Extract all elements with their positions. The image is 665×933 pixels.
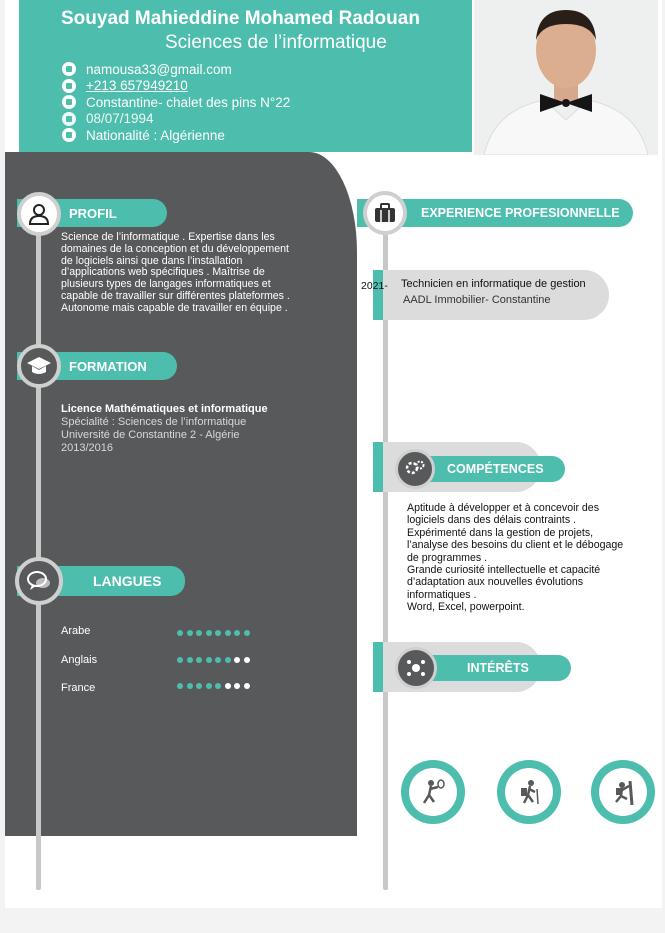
level-dot-filled <box>215 683 221 689</box>
level-dot-filled <box>196 683 202 689</box>
experience-job: Technicien en informatique de gestion <box>401 278 586 290</box>
contact-birthdate: 08/07/1994 <box>62 111 290 128</box>
interets-badge: INTÉRÊTS <box>415 655 571 681</box>
contact-list <box>62 61 290 144</box>
competence-line: Aptitude à développer et à concevoir des <box>407 502 599 514</box>
graduation-cap-icon <box>26 354 52 378</box>
interets-bar <box>373 642 383 692</box>
hobbies-icon <box>404 656 428 680</box>
level-dot-empty <box>234 657 240 663</box>
contact-nationality: Nationalité : Algérienne <box>62 127 290 144</box>
contact-phone[interactable] <box>62 78 290 95</box>
climbing-icon <box>608 777 638 807</box>
level-dot-filled <box>177 630 183 636</box>
contact-address: Constantine- chalet des pins N°22 <box>62 94 290 111</box>
home-icon <box>62 95 76 109</box>
formation-years: 2013/2016 <box>61 442 113 454</box>
experience-badge: EXPERIENCE PROFESIONNELLE <box>357 199 633 227</box>
competences-text <box>407 502 643 614</box>
competence-line: logiciels dans des délais contraints . <box>407 514 577 527</box>
user-icon <box>27 202 51 226</box>
competence-line: Word, Excel, powerpoint. <box>407 601 525 614</box>
gears-icon <box>404 459 426 479</box>
full-name: Souyad Mahieddine Mohamed Radouan <box>61 8 420 29</box>
competence-line: Grande curiosité intellectuelle et capacité <box>407 564 601 577</box>
lang-name-france: France <box>61 682 96 694</box>
competences-badge: COMPÉTENCES <box>415 456 565 482</box>
level-dot-filled <box>187 630 193 636</box>
level-dot-filled <box>234 630 240 636</box>
level-dot-filled <box>187 683 193 689</box>
level-dot-empty <box>234 683 240 689</box>
level-dot-filled <box>225 630 231 636</box>
cv-page <box>5 0 662 908</box>
lang-level-anglais <box>177 657 250 663</box>
level-dot-empty <box>244 657 250 663</box>
formation-degree: Licence Mathématiques et informatique <box>61 403 268 415</box>
calendar-icon <box>62 112 76 126</box>
lang-level-france <box>177 683 250 689</box>
lang-name-arabe: Arabe <box>61 625 91 637</box>
formation-university: Université de Constantine 2 - Algérie <box>61 429 240 441</box>
level-dot-filled <box>177 683 183 689</box>
competences-bar <box>373 442 383 492</box>
phone-icon <box>62 79 76 93</box>
interets-icon-circle <box>395 647 437 689</box>
langues-badge: LANGUES <box>17 566 185 596</box>
level-dot-filled <box>215 630 221 636</box>
level-dot-filled <box>206 657 212 663</box>
flag-icon <box>62 128 76 142</box>
job-subtitle: Sciences de l’informatique <box>165 32 387 53</box>
experience-entry-bar <box>373 270 383 320</box>
lang-level-arabe <box>177 630 250 636</box>
level-dot-filled <box>225 657 231 663</box>
level-dot-filled <box>196 630 202 636</box>
experience-company: AADL Immobilier- Constantine <box>403 294 551 306</box>
briefcase-icon <box>373 202 397 224</box>
interest-hiking <box>497 760 561 824</box>
chat-bubbles-icon <box>26 569 52 593</box>
langues-icon-circle <box>15 557 63 605</box>
lang-name-anglais: Anglais <box>61 654 98 666</box>
level-dot-empty <box>244 683 250 689</box>
level-dot-filled <box>206 683 212 689</box>
competence-line: Expérimenté dans la gestion de projets, <box>407 526 594 539</box>
competences-icon-circle <box>395 449 435 489</box>
formation-icon-circle <box>17 344 61 388</box>
level-dot-filled <box>215 657 221 663</box>
hiking-icon <box>514 777 544 807</box>
level-dot-filled <box>206 630 212 636</box>
competence-line: d’adaptation aux nouvelles évolutions <box>407 576 584 589</box>
level-dot-empty <box>225 683 231 689</box>
competence-line: de programmes . <box>407 551 488 564</box>
interest-climbing <box>591 760 655 824</box>
level-dot-filled <box>177 657 183 663</box>
competence-line: informatiques . <box>407 588 477 601</box>
competence-line: l’analyse des besoins du client et le débogage <box>407 539 624 552</box>
profil-badge: PROFIL <box>55 200 151 226</box>
level-dot-filled <box>244 630 250 636</box>
left-timeline-line <box>36 195 41 890</box>
contact-email: namousa33@gmail.com <box>62 61 290 78</box>
email-icon <box>62 62 76 76</box>
experience-year: 2021- <box>361 280 388 292</box>
formation-badge: FORMATION <box>17 352 177 380</box>
experience-icon-circle <box>363 191 407 235</box>
tennis-icon <box>418 777 448 807</box>
level-dot-filled <box>187 657 193 663</box>
level-dot-filled <box>196 657 202 663</box>
profile-photo <box>474 0 658 155</box>
formation-specialty: Spécialité : Sciences de l’informatique <box>61 416 247 428</box>
profil-text: Science de l’informatique . Expertise dans les domaines de la conception et du développement de logiciels ainsi que dans l’installation d’applications web spécifiques . Maîtrise de plusieurs types de langages informatiques et capable de travailler sur différentes plateformes . Autonome mais capable de travailler en équipe . <box>61 231 290 314</box>
interest-tennis <box>401 760 465 824</box>
phone-link[interactable]: +213 657949210 <box>86 78 188 94</box>
profil-icon-circle <box>17 192 61 236</box>
